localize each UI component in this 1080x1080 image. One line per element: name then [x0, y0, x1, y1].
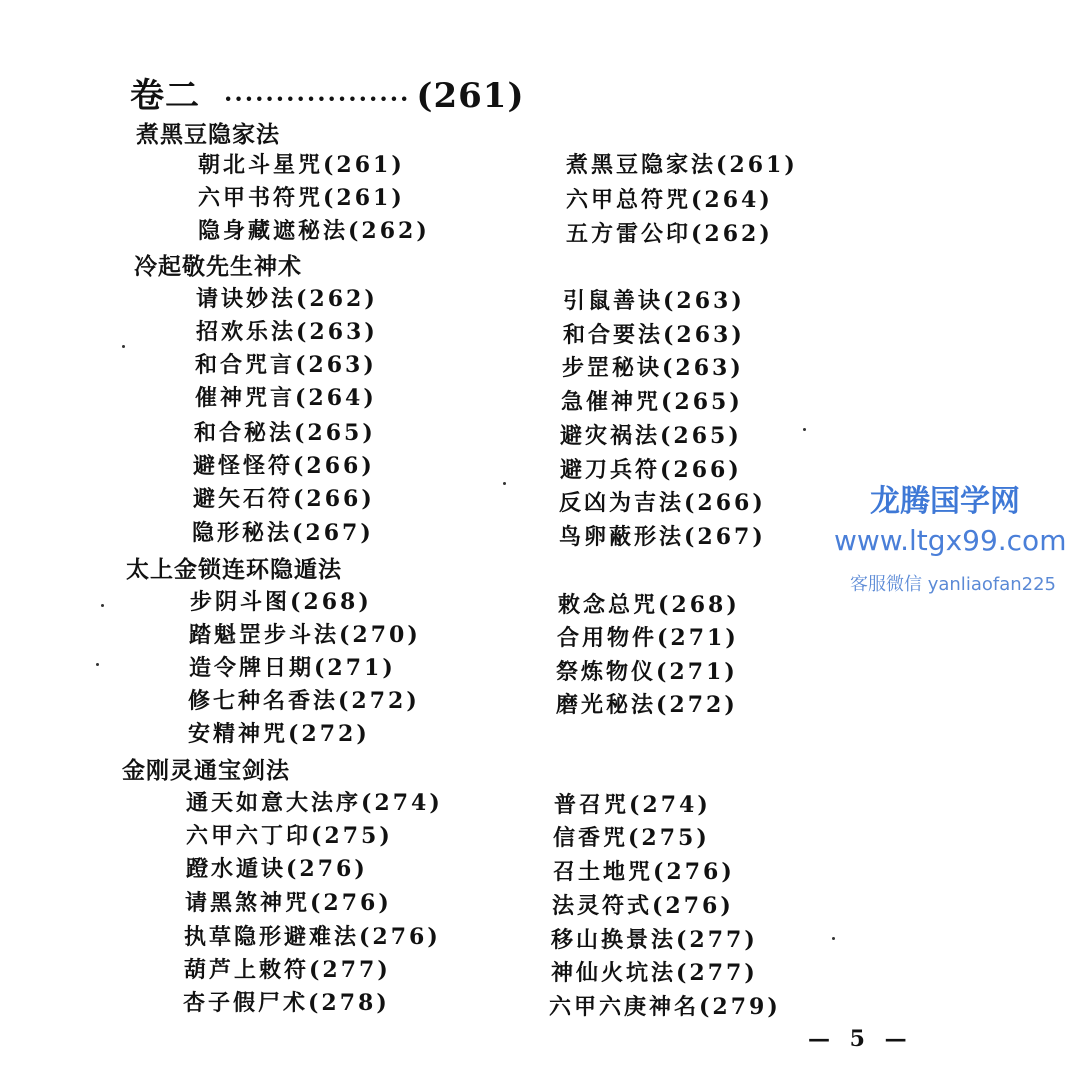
scan-speck	[101, 604, 104, 607]
toc-entry: 安精神咒(272)	[188, 721, 370, 747]
toc-entry: 法灵符式(276)	[552, 893, 734, 919]
toc-entry: 普召咒(274)	[554, 792, 711, 818]
toc-entry: 祭炼物仪(271)	[556, 659, 738, 685]
toc-entry: 葫芦上敕符(277)	[184, 957, 391, 983]
toc-entry: 合用物件(271)	[557, 625, 739, 651]
toc-entry: 修七种名香法(272)	[188, 688, 420, 714]
page-number: — 5 —	[808, 1026, 913, 1052]
toc-entry: 执草隐形避难法(276)	[184, 924, 441, 950]
leader-dots: ··················	[224, 83, 411, 113]
toc-entry: 神仙火坑法(277)	[551, 960, 758, 986]
toc-entry: 五方雷公印(262)	[566, 221, 773, 247]
volume-heading	[130, 68, 525, 117]
toc-entry: 朝北斗星咒(261)	[198, 152, 405, 178]
toc-entry: 避刀兵符(266)	[560, 457, 742, 483]
toc-entry: 敕念总咒(268)	[558, 592, 740, 618]
toc-entry: 鸟卵蔽形法(267)	[559, 524, 766, 550]
volume-title: 卷二	[130, 76, 200, 116]
toc-entry: 煮黑豆隐家法(261)	[566, 152, 798, 178]
section-title: 煮黑豆隐家法	[136, 122, 280, 148]
toc-entry: 避灾祸法(265)	[560, 423, 742, 449]
scan-speck	[832, 937, 835, 940]
volume-page-ref: (261)	[416, 76, 525, 116]
toc-entry: 引鼠善诀(263)	[563, 288, 745, 314]
toc-entry: 磨光秘法(272)	[556, 692, 738, 718]
toc-entry: 急催神咒(265)	[561, 389, 743, 415]
toc-entry: 隐身藏遮秘法(262)	[198, 218, 430, 244]
toc-entry: 招欢乐法(263)	[196, 319, 378, 345]
toc-entry: 隐形秘法(267)	[192, 520, 374, 546]
toc-entry: 反凶为吉法(266)	[559, 490, 766, 516]
toc-entry: 和合秘法(265)	[194, 420, 376, 446]
toc-entry: 杏子假尸术(278)	[183, 990, 390, 1016]
scan-speck	[122, 345, 125, 348]
scan-speck	[503, 482, 506, 485]
toc-entry: 踏魁罡步斗法(270)	[189, 622, 421, 648]
section-title: 冷起敬先生神术	[134, 254, 302, 280]
toc-entry: 避矢石符(266)	[193, 486, 375, 512]
toc-entry: 避怪怪符(266)	[193, 453, 375, 479]
toc-entry: 蹬水遁诀(276)	[186, 856, 368, 882]
toc-entry: 和合要法(263)	[563, 322, 745, 348]
toc-entry: 六甲总符咒(264)	[566, 187, 773, 213]
toc-entry: 请黑煞神咒(276)	[185, 890, 392, 916]
toc-entry: 召土地咒(276)	[553, 859, 735, 885]
toc-entry: 造令牌日期(271)	[189, 655, 396, 681]
toc-entry: 移山换景法(277)	[551, 927, 758, 953]
toc-entry: 六甲六丁印(275)	[186, 823, 393, 849]
toc-entry: 催神咒言(264)	[195, 385, 377, 411]
section-title: 太上金锁连环隐遁法	[126, 557, 342, 583]
toc-entry: 步罡秘诀(263)	[562, 355, 744, 381]
watermark-contact: 客服微信 yanliaofan225	[850, 574, 1056, 595]
watermark-site-name: 龙腾国学网	[870, 484, 1020, 519]
toc-entry: 六甲六庚神名(279)	[549, 994, 781, 1020]
toc-entry: 信香咒(275)	[553, 825, 710, 851]
scan-speck	[803, 428, 806, 431]
section-title: 金刚灵通宝剑法	[122, 758, 290, 784]
toc-entry: 通天如意大法序(274)	[186, 790, 443, 816]
toc-entry: 和合咒言(263)	[195, 352, 377, 378]
scan-speck	[96, 663, 99, 666]
watermark-url: www.ltgx99.com	[834, 524, 1067, 557]
toc-entry: 步阴斗图(268)	[190, 589, 372, 615]
toc-entry: 六甲书符咒(261)	[198, 185, 405, 211]
toc-entry: 请诀妙法(262)	[196, 286, 378, 312]
